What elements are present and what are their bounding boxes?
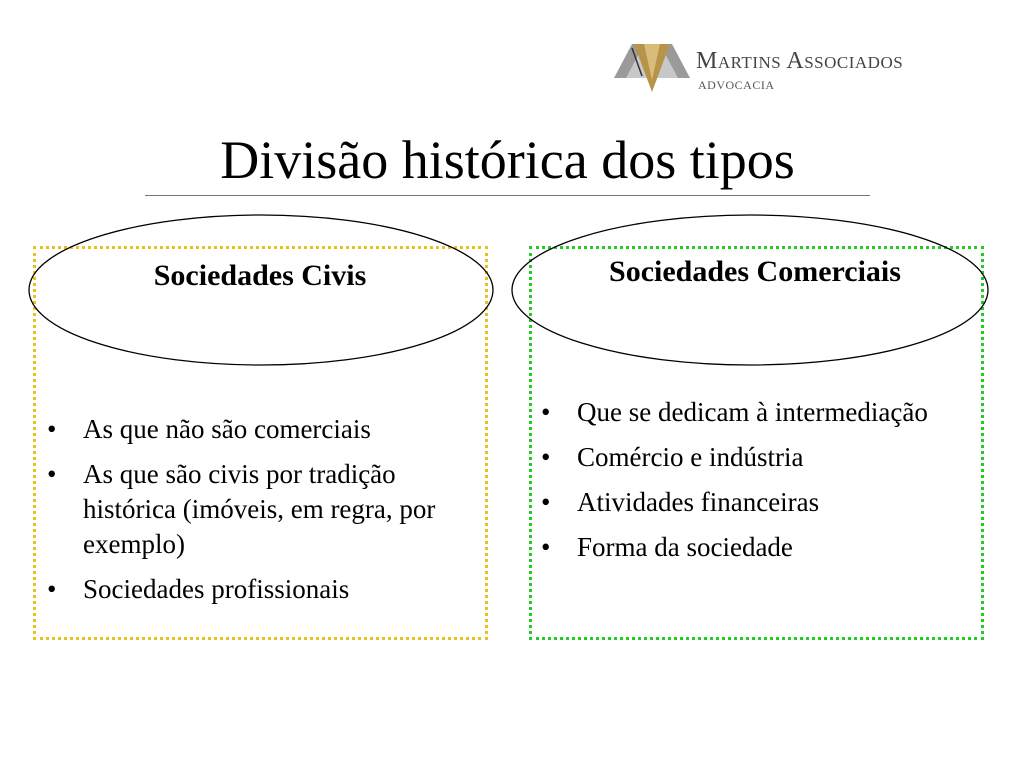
list-item: • Sociedades profissionais	[47, 574, 350, 604]
list-item: • As que não são comerciais	[47, 414, 371, 444]
slide-title: Divisão histórica dos tipos	[220, 130, 795, 190]
civis-list	[44, 412, 484, 617]
comerciais-heading: Sociedades Comerciais	[609, 255, 901, 288]
comerciais-heading-ellipse	[509, 212, 991, 368]
list-item: • Forma da sociedade	[541, 532, 793, 562]
logo-subtitle: ADVOCACIA	[698, 78, 775, 92]
logo-triangle-icon	[612, 40, 692, 96]
list-item: • Atividades financeiras	[541, 487, 820, 517]
company-logo	[612, 40, 972, 96]
list-item: • As que são civis por tradição histórica (imóveis, em regra, por exemplo)	[47, 459, 436, 559]
civis-heading: Sociedades Civis	[153, 259, 367, 292]
title-divider	[145, 195, 870, 196]
list-item: • Que se dedicam à intermediação	[541, 397, 928, 427]
comerciais-list	[538, 395, 978, 575]
list-item: • Comércio e indústria	[541, 442, 804, 472]
logo-name: Martins Associados	[696, 48, 904, 74]
